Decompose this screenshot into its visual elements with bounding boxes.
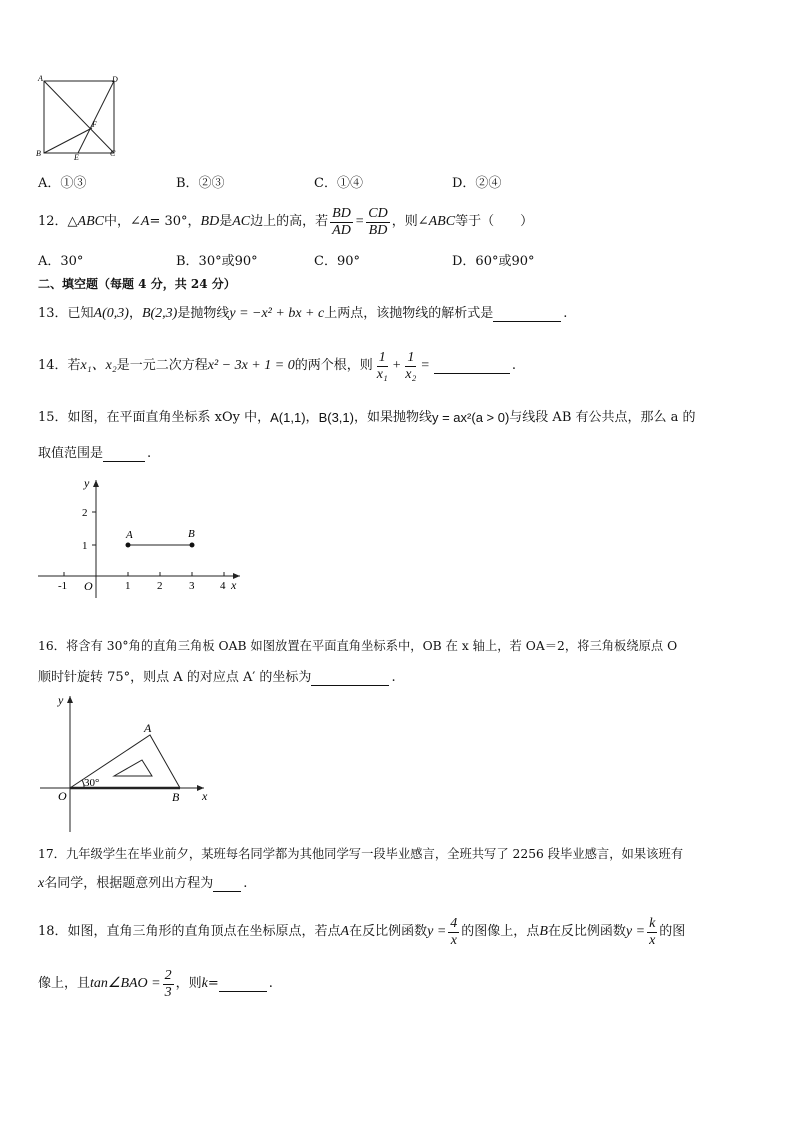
q16-question-line-2: [38, 670, 396, 686]
q18-point-a: A: [340, 924, 350, 939]
q12-frac2-den: BD: [368, 222, 388, 238]
q14-answer-blank[interactable]: [434, 359, 510, 374]
q18-tan: tan∠BAO =: [90, 976, 161, 991]
q16-label-b: B: [172, 790, 180, 804]
q12-abc: ABC: [77, 214, 104, 229]
q16-answer-blank[interactable]: [311, 671, 389, 686]
q13-mid: 是抛物线: [177, 306, 230, 321]
q12-ac: AC: [232, 214, 251, 229]
q11-label-f: F: [92, 120, 97, 129]
q11-label-d: D: [112, 75, 118, 84]
q15-question-line-2: [38, 446, 151, 462]
q13-point-a: A(0,3): [93, 306, 129, 321]
q15-label-b: B: [188, 528, 195, 540]
q15-tick-3: 3: [189, 580, 195, 592]
q18-pre: 18．如图，直角三角形的直角顶点在坐标原点，若点: [38, 924, 341, 939]
q15-y-label: y: [84, 476, 90, 490]
q15-end: .: [147, 446, 152, 461]
q12-text-6: 等于（ ）: [455, 214, 534, 229]
q11-option-b[interactable]: B．②③: [176, 176, 225, 191]
q12-fraction-1: [330, 206, 353, 239]
q16-line-1: 16．将含有 30°角的直角三角板 OAB 如图放置在平面直角坐标系中，OB 在 x 轴上，若 OA＝2，将三角板绕原点 O: [38, 639, 678, 653]
q15-y-arrow: [93, 480, 99, 487]
q15-ytick-1: 1: [82, 540, 88, 552]
q15-ytick-2: 2: [82, 507, 88, 519]
q13-sep: ，: [128, 306, 142, 321]
q12-option-a[interactable]: A．30°: [38, 254, 84, 269]
q16-triangle-figure: [40, 690, 216, 834]
q13-question: [38, 306, 567, 322]
q14-question: [38, 346, 516, 386]
q12-abc-2: ABC: [428, 214, 456, 229]
q15-post: 与线段 AB 有公共点，那么 a 的: [509, 410, 696, 425]
q14-fraction-2: [403, 350, 418, 383]
q15-tick-2: 2: [157, 580, 163, 592]
q15-formula: y = ax²(a > 0): [431, 410, 510, 425]
q17-line-1: 17．九年级学生在毕业前夕，某班每名同学都为其他同学写一段毕业感言，全班共写了 2256 段毕业感言，如果该班有: [38, 847, 684, 861]
q12-number: 12．: [38, 214, 68, 229]
q15-x-label: x: [231, 578, 237, 592]
q15-point-a-dot: [126, 543, 131, 548]
q14-equation: x² − 3x + 1 = 0: [207, 358, 295, 373]
q18-f1-den: x: [450, 932, 457, 948]
q15-point-b-dot: [190, 543, 195, 548]
q15-sep: ，: [305, 410, 319, 425]
q16-x-label: x: [202, 789, 208, 803]
q18-y2: y =: [625, 924, 646, 939]
q15-tick-4: 4: [220, 580, 226, 592]
q12-equals: =: [354, 214, 365, 229]
q17-var: x: [38, 876, 45, 891]
q18-line2-pre: 像上，且: [38, 976, 91, 991]
q16-y-label: y: [58, 693, 64, 707]
q15-line2: 取值范围是: [38, 446, 104, 461]
q14-f2-num: 1: [407, 349, 415, 365]
q17-line-2: 名同学，根据题意列出方程为: [44, 876, 214, 891]
q12-text-4: 边上的高，若: [250, 214, 329, 229]
q13-point-b: B(2,3): [141, 306, 178, 321]
q13-end: .: [563, 306, 568, 321]
q15-point-a: A(1,1): [270, 410, 306, 425]
q15-question-line-1: [38, 410, 696, 426]
q15-point-b: B(3,1): [318, 410, 354, 425]
q18-answer-blank[interactable]: [219, 977, 267, 992]
q12-question: [38, 204, 533, 240]
q18-line2-mid: ，则: [175, 976, 202, 991]
q17-question-line-2: [38, 876, 247, 892]
q12-frac1-num: BD: [332, 205, 351, 221]
q16-line-2: 顺时针旋转 75°，则点 A 的对应点 A′ 的坐标为: [38, 670, 312, 685]
q14-f2-den: x₂: [405, 366, 417, 382]
q13-formula: y = −x² + bx + c: [229, 306, 325, 321]
q15-tick-neg1: -1: [58, 580, 68, 592]
q16-y-arrow: [67, 696, 73, 703]
q11-option-d[interactable]: D．②④: [452, 176, 502, 191]
q18-question-line-1: [38, 912, 685, 952]
q14-mid2: 的两个根，则: [294, 358, 373, 373]
q17-answer-blank[interactable]: [213, 877, 241, 892]
q18-f2-num: k: [649, 915, 656, 931]
q16-end: .: [391, 670, 396, 685]
q11-label-a: A: [38, 74, 43, 83]
q11-label-b: B: [36, 149, 41, 158]
q13-post: 上两点，该抛物线的解析式是: [324, 306, 494, 321]
q12-text-2: = 30°，: [149, 214, 201, 229]
q15-pre: 15．如图，在平面直角坐标系 xOy 中，: [38, 410, 271, 425]
q18-end: .: [268, 976, 273, 991]
q14-f1-num: 1: [378, 349, 386, 365]
q14-vars: x₁、x₂: [80, 358, 117, 373]
q18-f3-den: 3: [164, 984, 172, 1000]
q12-text-3: 是: [219, 214, 233, 229]
q12-fraction-2: [366, 206, 389, 239]
q12-triangle-symbol: △: [67, 214, 78, 229]
q14-fraction-1: [375, 350, 390, 383]
q18-mid3: 在反比例函数: [547, 924, 626, 939]
q18-f3-num: 2: [164, 967, 172, 983]
q18-mid1: 在反比例函数: [349, 924, 428, 939]
q18-fraction-3: [163, 968, 174, 1001]
q18-question-line-2: [38, 964, 273, 1004]
q18-mid4: 的图: [659, 924, 686, 939]
q13-answer-blank[interactable]: [493, 307, 561, 322]
q11-label-c: C: [110, 149, 116, 158]
q14-equals: =: [420, 358, 430, 373]
q16-inner-triangle: [114, 760, 152, 776]
q11-option-a[interactable]: A．①③: [38, 176, 87, 191]
q15-coordinate-figure: [34, 474, 246, 602]
q13-pre: 13．已知: [38, 306, 94, 321]
q15-mid: ，如果抛物线: [353, 410, 432, 425]
q18-k: k: [201, 976, 208, 991]
q14-plus: +: [391, 358, 402, 373]
q18-f2-den: x: [649, 932, 656, 948]
section-2-title: 二、填空题（每题 4 分，共 24 分）: [38, 277, 236, 291]
q16-label-a: A: [144, 721, 152, 735]
q12-option-b[interactable]: B．30°或90°: [176, 254, 258, 269]
q12-option-c[interactable]: C．90°: [314, 254, 360, 269]
q12-frac1-den: AD: [332, 222, 351, 238]
q18-mid2: 的图像上，点: [461, 924, 540, 939]
q11-label-e: E: [74, 153, 79, 162]
q17-end: .: [243, 876, 248, 891]
q15-label-a: A: [126, 529, 133, 541]
q18-fraction-2: [647, 916, 657, 949]
q15-tick-1: 1: [125, 580, 131, 592]
q12-bd: BD: [200, 214, 220, 229]
q18-point-b: B: [539, 924, 548, 939]
q16-origin: O: [58, 789, 67, 803]
q12-text-1: 中，∠: [104, 214, 141, 229]
q12-angle-a: A: [140, 214, 150, 229]
q12-option-d[interactable]: D．60°或90°: [452, 254, 535, 269]
q14-pre: 14．若: [38, 358, 81, 373]
q12-frac2-num: CD: [368, 205, 388, 221]
q14-end: .: [511, 358, 516, 373]
q15-origin: O: [84, 579, 93, 593]
q18-y1: y =: [427, 924, 447, 939]
q18-f1-num: 4: [450, 915, 458, 931]
q14-f1-den: x₁: [376, 366, 388, 382]
q11-square-figure: [34, 72, 124, 162]
q18-line2-eq: =: [207, 976, 219, 991]
q12-text-5: ，则∠: [391, 214, 429, 229]
q15-answer-blank[interactable]: [103, 447, 145, 462]
q16-angle-label: 30°: [84, 777, 100, 789]
q14-mid1: 是一元二次方程: [116, 358, 208, 373]
q11-option-c[interactable]: C．①④: [314, 176, 363, 191]
q18-fraction-1: [448, 916, 459, 949]
